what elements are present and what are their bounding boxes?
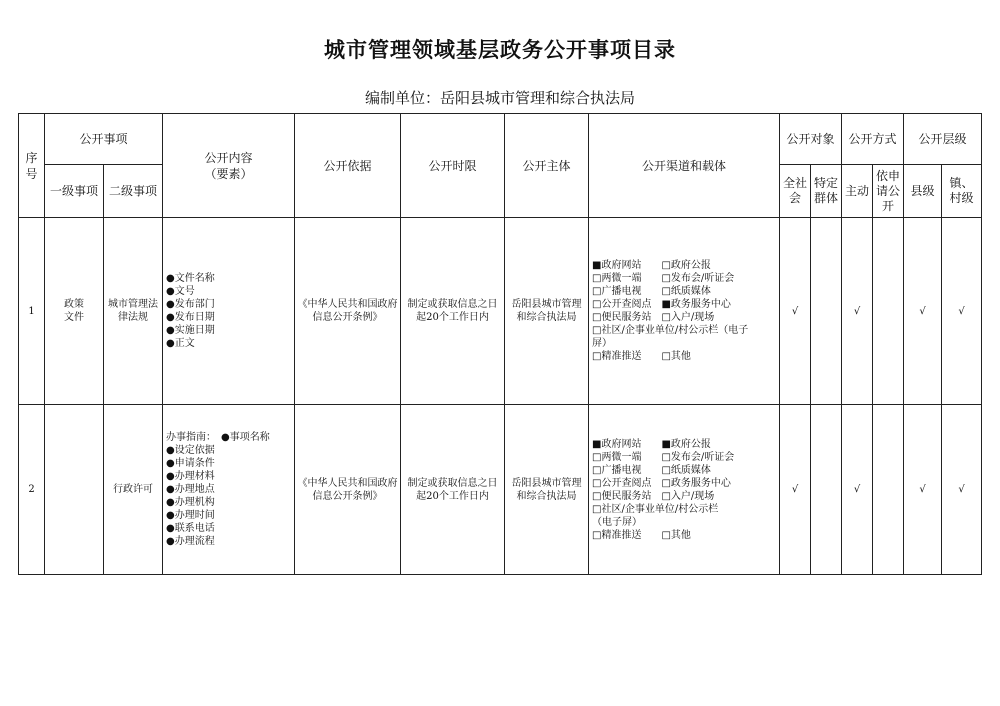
- list-item: ●申请条件: [166, 458, 215, 469]
- header-row-top: [19, 114, 982, 165]
- table-row: [19, 405, 982, 575]
- cell-seq: 2: [19, 405, 45, 575]
- list-item: □社区/企事业单位/村公示栏（电子: [592, 325, 749, 336]
- channel-list: [592, 438, 779, 542]
- list-item: ●办理流程: [166, 536, 215, 547]
- list-item: □便民服务站 □入户/现场: [592, 490, 715, 502]
- list-item: □便民服务站 □入户/现场: [592, 312, 715, 323]
- list-item: □精准推送 □其他: [592, 351, 691, 362]
- channel-list: [592, 259, 779, 363]
- cell-channel: [589, 218, 780, 405]
- cell-level-county: √: [904, 218, 942, 405]
- cell-content: [163, 218, 295, 405]
- cell-target-all: √: [780, 405, 811, 575]
- list-item: ■政府网站 □政府公报: [592, 260, 711, 271]
- document-title: 城市管理领域基层政务公开事项目录: [324, 38, 676, 62]
- cell-level-town: √: [942, 218, 982, 405]
- list-item: □精准推送 □其他: [592, 529, 691, 541]
- header-time-limit: 公开时限: [401, 114, 505, 218]
- cell-subject: 岳阳县城市管理和综合执法局: [505, 218, 589, 405]
- cell-method-active: √: [842, 218, 873, 405]
- table-row: [19, 218, 982, 405]
- header-seq: 序号: [19, 114, 45, 218]
- list-item: □两微一端 □发布会/听证会: [592, 451, 735, 463]
- cell-target-specific: [811, 218, 842, 405]
- header-public-item: 公开事项: [45, 114, 163, 165]
- header-level: 公开层级: [904, 114, 982, 165]
- header-method: 公开方式: [842, 114, 904, 165]
- cell-level1: [45, 405, 104, 575]
- cell-target-specific: [811, 405, 842, 575]
- cell-level2: 行政许可: [104, 405, 163, 575]
- document-subtitle: 编制单位：岳阳县城市管理和综合执法局: [364, 89, 635, 107]
- header-target-specific: 特定群体: [811, 165, 842, 218]
- header-level-county: 县级: [904, 165, 942, 218]
- list-item: （电子屏）: [592, 516, 643, 528]
- list-item: ●文件名称: [166, 273, 215, 284]
- list-item: □广播电视 □纸质媒体: [592, 286, 711, 297]
- cell-basis: 《中华人民共和国政府信息公开条例》: [295, 218, 401, 405]
- list-item: ●办理时间: [166, 510, 215, 521]
- header-channel: 公开渠道和载体: [589, 114, 780, 218]
- cell-level2: 城市管理法律法规: [104, 218, 163, 405]
- content-list: [166, 431, 294, 548]
- list-item: ●办理机构: [166, 497, 215, 508]
- list-item: 屏）: [592, 338, 613, 349]
- list-item: □公开查阅点 □政务服务中心: [592, 477, 731, 489]
- list-item: ●办理地点: [166, 484, 215, 495]
- header-basis: 公开依据: [295, 114, 401, 218]
- header-target-all: 全社会: [780, 165, 811, 218]
- header-method-apply: 依申请公开: [873, 165, 904, 218]
- header-level2: 二级事项: [104, 165, 163, 218]
- list-item: ●设定依据: [166, 445, 215, 456]
- list-item: □两微一端 □发布会/听证会: [592, 273, 735, 284]
- list-item: ●文号: [166, 286, 195, 297]
- cell-level-county: √: [904, 405, 942, 575]
- header-content: 公开内容（要素）: [163, 114, 295, 218]
- cell-method-apply: [873, 218, 904, 405]
- list-item: 办事指南： ●事项名称: [166, 432, 270, 443]
- cell-level1: 政策文件: [45, 218, 104, 405]
- cell-seq: 1: [19, 218, 45, 405]
- header-level1: 一级事项: [45, 165, 104, 218]
- list-item: ●正文: [166, 338, 195, 349]
- list-item: ●发布日期: [166, 312, 215, 323]
- cell-time-limit: 制定或获取信息之日起20个工作日内: [401, 218, 505, 405]
- list-item: ●办理材料: [166, 471, 215, 482]
- cell-subject: 岳阳县城市管理和综合执法局: [505, 405, 589, 575]
- content-list: [166, 272, 294, 350]
- list-item: ●发布部门: [166, 299, 215, 310]
- list-item: □社区/企事业单位/村公示栏: [592, 503, 719, 515]
- cell-content: [163, 405, 295, 575]
- header-level-town: 镇、村级: [942, 165, 982, 218]
- list-item: □公开查阅点 ■政务服务中心: [592, 299, 731, 310]
- catalog-table: [18, 113, 982, 575]
- cell-time-limit: 制定或获取信息之日起20个工作日内: [401, 405, 505, 575]
- header-subject: 公开主体: [505, 114, 589, 218]
- header-target: 公开对象: [780, 114, 842, 165]
- cell-basis: 《中华人民共和国政府信息公开条例》: [295, 405, 401, 575]
- cell-level-town: √: [942, 405, 982, 575]
- list-item: ■政府网站 ■政府公报: [592, 438, 711, 450]
- cell-method-active: √: [842, 405, 873, 575]
- cell-target-all: √: [780, 218, 811, 405]
- cell-channel: [589, 405, 780, 575]
- list-item: □广播电视 □纸质媒体: [592, 464, 711, 476]
- header-method-active: 主动: [842, 165, 873, 218]
- list-item: ●联系电话: [166, 523, 215, 534]
- list-item: ●实施日期: [166, 325, 215, 336]
- cell-method-apply: [873, 405, 904, 575]
